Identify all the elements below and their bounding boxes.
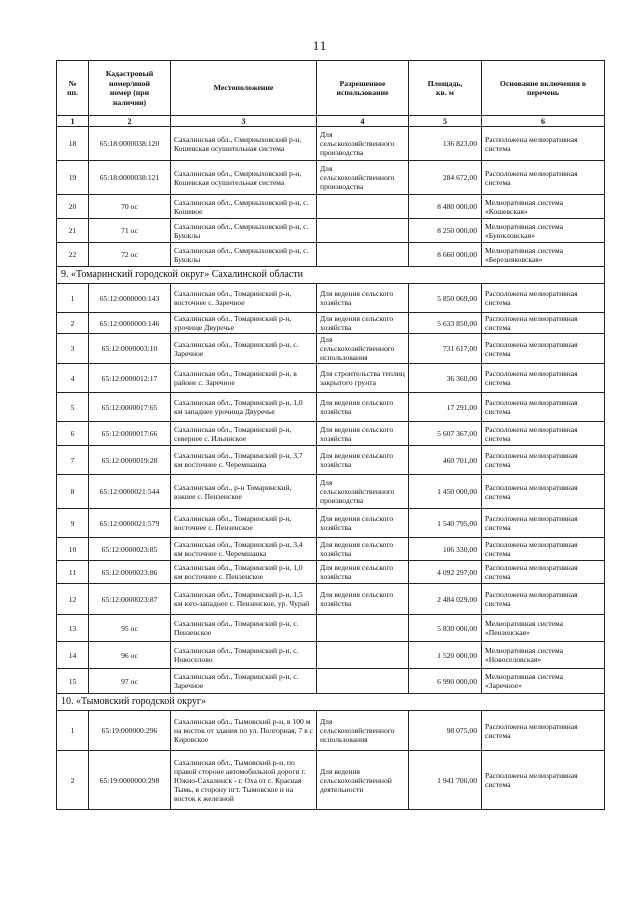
location-cell: Сахалинская обл., Томаринский р-н, в районе с. Заречное [171,364,317,393]
area-cell: 1 450 000,00 [409,475,482,509]
basis-cell: Расположена мелиоративная система [482,711,605,751]
cadastral-number: 65:12:0000017:65 [89,393,171,422]
row-number: 2 [57,751,89,810]
table-row [57,219,605,243]
basis-cell: Расположена мелиоративная система [482,127,605,161]
cadastral-number: 65:18:0000038:120 [89,127,171,161]
basis-cell: Расположена мелиоративная система [482,584,605,615]
use-cell [317,195,409,219]
row-number: 4 [57,364,89,393]
cadastral-number: 65:12:0000023:86 [89,561,171,584]
cadastral-number: 96 ос [89,642,171,669]
use-cell: Для ведения сельского хозяйства [317,538,409,561]
basis-cell: Расположена мелиоративная система [482,334,605,364]
row-number: 11 [57,561,89,584]
row-number: 3 [57,334,89,364]
table-row [57,475,605,509]
area-cell: 136 823,00 [409,127,482,161]
location-cell: Сахалинская обл., Томаринский р-н, севернее с. Ильинское [171,422,317,446]
row-number: 22 [57,243,89,267]
section-heading-row [57,694,605,711]
cadastral-number: 71 ос [89,219,171,243]
column-number: 4 [317,116,409,127]
basis-cell: Расположена мелиоративная система [482,538,605,561]
cadastral-number: 70 ос [89,195,171,219]
use-cell [317,219,409,243]
location-cell: Сахалинская обл., Томаринский р-н, с. Пензенское [171,615,317,642]
basis-cell: Мелиоративная система «Заречное» [482,669,605,694]
row-number: 18 [57,127,89,161]
table-row [57,509,605,538]
basis-cell: Расположена мелиоративная система [482,475,605,509]
col-header-use: Разрешенное использование [317,61,409,116]
row-number: 12 [57,584,89,615]
use-cell: Для ведения сельского хозяйства [317,561,409,584]
row-number: 20 [57,195,89,219]
use-cell [317,615,409,642]
column-number: 5 [409,116,482,127]
table-row [57,642,605,669]
use-cell [317,243,409,267]
area-cell: 5 633 850,00 [409,313,482,334]
location-cell: Сахалинская обл., Смирныховский р-н, с. Кошевое [171,195,317,219]
area-cell: 8 250 000,00 [409,219,482,243]
use-cell: Для ведения сельского хозяйства [317,313,409,334]
area-cell: 731 617,00 [409,334,482,364]
row-number: 19 [57,161,89,195]
use-cell: Для сельскохозяйственного производства [317,127,409,161]
area-cell: 98 075,00 [409,711,482,751]
cadastral-number: 97 ос [89,669,171,694]
basis-cell: Мелиоративная система «Кошевская» [482,195,605,219]
row-number: 15 [57,669,89,694]
cadastral-number: 65:12:0000021:579 [89,509,171,538]
table-row [57,243,605,267]
basis-cell: Расположена мелиоративная система [482,422,605,446]
area-cell: 460 701,00 [409,446,482,475]
column-number: 3 [171,116,317,127]
basis-cell: Мелиоративная система «Березняковская» [482,243,605,267]
table-row [57,195,605,219]
area-cell: 5 607 367,00 [409,422,482,446]
use-cell: Для ведения сельского хозяйства [317,509,409,538]
cadastral-number: 65:19:0000000:298 [89,751,171,810]
table-row [57,284,605,313]
area-cell: 4 092 297,00 [409,561,482,584]
cadastral-number: 65:12:0000019:28 [89,446,171,475]
location-cell: Сахалинская обл., Томаринский р-н, урочище Двуречье [171,313,317,334]
basis-cell: Расположена мелиоративная система [482,393,605,422]
area-cell: 8 480 000,00 [409,195,482,219]
table-row [57,584,605,615]
row-number: 7 [57,446,89,475]
table-row [57,334,605,364]
basis-cell: Расположена мелиоративная система [482,751,605,810]
use-cell: Для сельскохозяйственного использования [317,334,409,364]
cadastral-number: 65:12:0000003:10 [89,334,171,364]
land-plots-table [56,60,605,810]
col-header-location: Местоположение [171,61,317,116]
cadastral-number: 65:18:0000038:121 [89,161,171,195]
location-cell: Сахалинская обл., р-н Томаринский, южнее с. Пензенское [171,475,317,509]
location-cell: Сахалинская обл., Томаринский р-н, восточнее с. Заречное [171,284,317,313]
use-cell: Для ведения сельского хозяйства [317,446,409,475]
basis-cell: Мелиоративная система «Пензенская» [482,615,605,642]
column-number: 2 [89,116,171,127]
cadastral-number: 95 ос [89,615,171,642]
area-cell: 106 330,00 [409,538,482,561]
area-cell: 2 484 029,00 [409,584,482,615]
use-cell: Для ведения сельского хозяйства [317,422,409,446]
use-cell: Для строительства теплиц закрытого грунта [317,364,409,393]
location-cell: Сахалинская обл., Томаринский р-н, 3,4 км восточнее с. Черемшанка [171,538,317,561]
row-number: 8 [57,475,89,509]
area-cell: 5 830 000,00 [409,615,482,642]
row-number: 6 [57,422,89,446]
row-number: 10 [57,538,89,561]
location-cell: Сахалинская обл., Томаринский р-н, 1,0 км западнее урочища Двуречье [171,393,317,422]
location-cell: Сахалинская обл., Смирныховский р-н, с. Буюклы [171,219,317,243]
section-heading-row [57,267,605,284]
table-body [57,127,605,810]
use-cell: Для ведения сельского хозяйства [317,393,409,422]
header-row [57,61,605,116]
row-number: 5 [57,393,89,422]
location-cell: Сахалинская обл., Смирныховский р-н, Кошевская осушительная система [171,127,317,161]
area-cell: 36 360,00 [409,364,482,393]
area-cell: 284 672,00 [409,161,482,195]
basis-cell: Расположена мелиоративная система [482,161,605,195]
cadastral-number: 65:19:000000:296 [89,711,171,751]
col-header-basis: Основание включения в перечень [482,61,605,116]
basis-cell: Мелиоративная система «Буюкловская» [482,219,605,243]
use-cell [317,642,409,669]
basis-cell: Расположена мелиоративная система [482,284,605,313]
cadastral-number: 65:12:0000021:544 [89,475,171,509]
table-row [57,446,605,475]
row-number: 9 [57,509,89,538]
table-row [57,669,605,694]
table-row [57,422,605,446]
area-cell: 1 520 000,00 [409,642,482,669]
area-cell: 8 660 000,00 [409,243,482,267]
cadastral-number: 65:12:0000000:143 [89,284,171,313]
row-number: 21 [57,219,89,243]
col-header-num: № пп. [57,61,89,116]
table-row [57,561,605,584]
location-cell: Сахалинская обл., Томаринский р-н, 1,5 км юго-западнее с. Пензенское, ур. Чурай [171,584,317,615]
location-cell: Сахалинская обл., Тымовский р-н, в 100 м на восток от здания по ул. Полгорная, 7 в с Кировское [171,711,317,751]
table-row [57,313,605,334]
page-number: 11 [312,38,328,53]
location-cell: Сахалинская обл., Томаринский р-н, с. Новоселово [171,642,317,669]
use-cell [317,669,409,694]
column-number-row [57,116,605,127]
table-row [57,364,605,393]
basis-cell: Расположена мелиоративная система [482,509,605,538]
row-number: 2 [57,313,89,334]
basis-cell: Расположена мелиоративная система [482,313,605,334]
use-cell: Для ведения сельского хозяйства [317,284,409,313]
basis-cell: Мелиоративная система «Новоселовская» [482,642,605,669]
table-row [57,127,605,161]
use-cell: Для сельскохозяйственного производства [317,475,409,509]
basis-cell: Расположена мелиоративная система [482,446,605,475]
use-cell: Для ведения сельскохозяйственной деятельности [317,751,409,810]
location-cell: Сахалинская обл., Томаринский р-н, восточнее с. Пензенское [171,509,317,538]
table-row [57,615,605,642]
location-cell: Сахалинская обл., Томаринский р-н, 1,0 км восточнее с. Пензенское [171,561,317,584]
location-cell: Сахалинская обл., Томаринский р-н, 3,7 км восточнее с. Черемшанка [171,446,317,475]
use-cell: Для сельскохозяйственного использования [317,711,409,751]
table-row [57,393,605,422]
column-number: 6 [482,116,605,127]
basis-cell: Расположена мелиоративная система [482,364,605,393]
row-number: 14 [57,642,89,669]
location-cell: Сахалинская обл., Тымовский р-н, по правой стороне автомобильной дороги г. Южно-Сахалинск - г. Оха от с. Красная Тымь, в сторону пгт. Тымовское и на восток к железной [171,751,317,810]
section-title: 10. «Тымовский городской округ» [57,694,605,711]
cadastral-number: 65:12:0000023:85 [89,538,171,561]
location-cell: Сахалинская обл., Смирныховский р-н, Кошевская осушительная система [171,161,317,195]
row-number: 1 [57,711,89,751]
section-title: 9. «Томаринский городской округ» Сахалинской области [57,267,605,284]
cadastral-number: 65:12:0000023:87 [89,584,171,615]
area-cell: 6 990 000,00 [409,669,482,694]
location-cell: Сахалинская обл., Томаринский р-н, с. Заречное [171,334,317,364]
cadastral-number: 65:12:0000017:66 [89,422,171,446]
table-row [57,161,605,195]
use-cell: Для сельскохозяйственного производства [317,161,409,195]
use-cell: Для ведения сельского хозяйства [317,584,409,615]
area-cell: 1 540 795,00 [409,509,482,538]
area-cell: 1 941 700,00 [409,751,482,810]
table-row [57,751,605,810]
row-number: 13 [57,615,89,642]
col-header-area: Площадь, кв. м [409,61,482,116]
area-cell: 17 291,00 [409,393,482,422]
location-cell: Сахалинская обл., Смирныховский р-н, с. Буюклы [171,243,317,267]
cadastral-number: 65:12:0000012:17 [89,364,171,393]
location-cell: Сахалинская обл., Томаринский р-н, с. Заречное [171,669,317,694]
col-header-cadastral: Кадастровый номер/иной номер (при наличии) [89,61,171,116]
area-cell: 5 850 069,00 [409,284,482,313]
table-row [57,711,605,751]
basis-cell: Расположена мелиоративная система [482,561,605,584]
column-number: 1 [57,116,89,127]
cadastral-number: 65:12:0000000:146 [89,313,171,334]
row-number: 1 [57,284,89,313]
cadastral-number: 72 ос [89,243,171,267]
table-row [57,538,605,561]
